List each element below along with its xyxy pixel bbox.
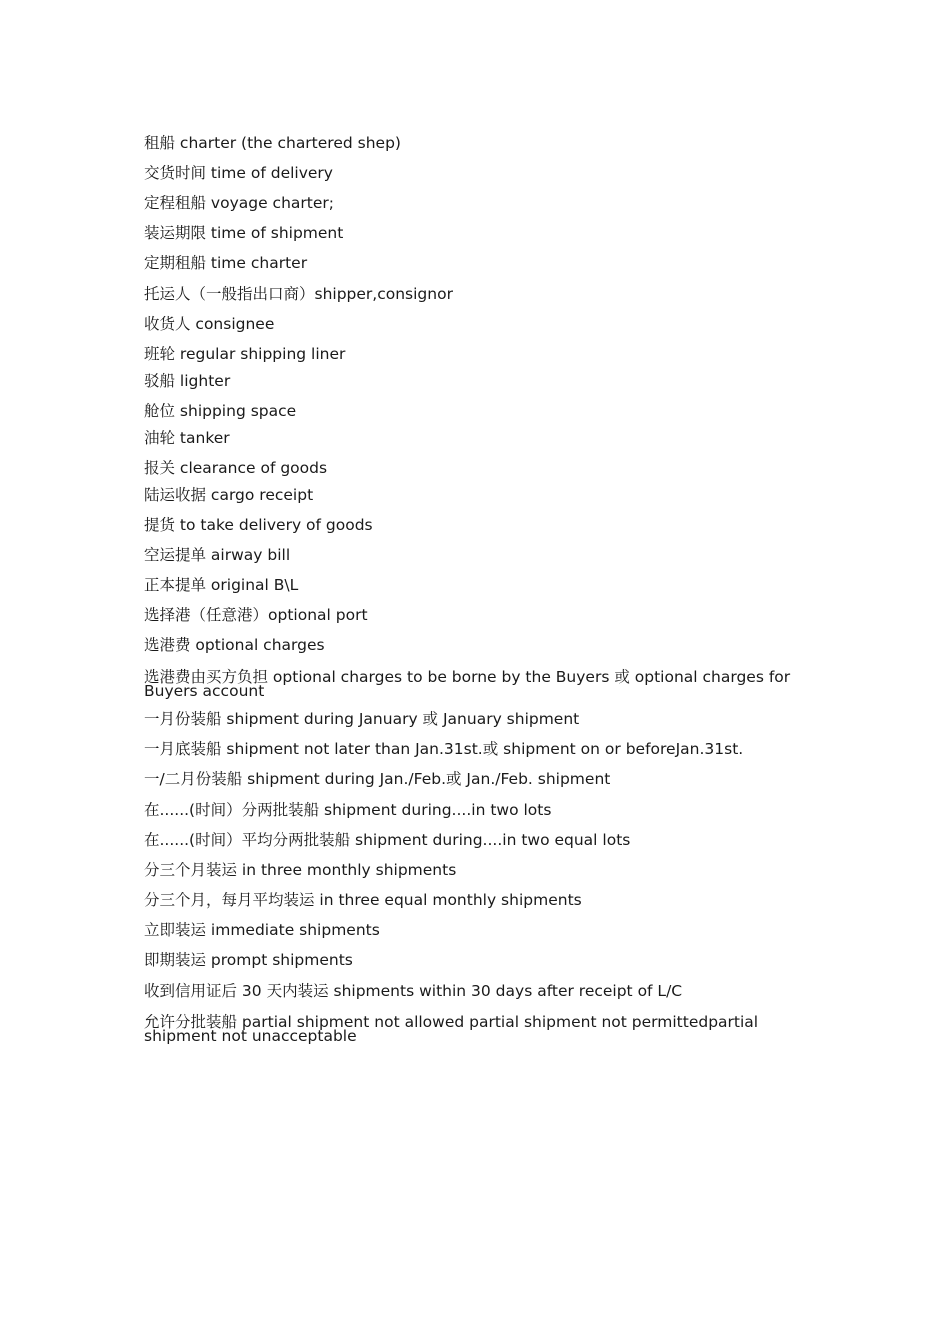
glossary-line: 提货 to take delivery of goods xyxy=(144,516,373,534)
glossary-line: 陆运收据 cargo receipt xyxy=(144,486,314,504)
glossary-line: 定程租船 voyage charter; xyxy=(144,194,334,212)
glossary-line: 正本提单 original B\L xyxy=(144,576,299,594)
glossary-line: 托运人（一般指出口商）shipper,consignor xyxy=(144,285,453,303)
glossary-line: 收货人 consignee xyxy=(144,315,275,333)
glossary-line: 允许分批装船 partial shipment not allowed partial shipment not permittedpartial shipment not unacceptable xyxy=(144,1013,759,1045)
glossary-line: 分三个月装运 in three monthly shipments xyxy=(144,861,457,879)
glossary-line: 报关 clearance of goods xyxy=(144,459,328,477)
glossary-line: 一月份装船 shipment during January 或 January shipment xyxy=(144,710,580,728)
glossary-line: 即期装运 prompt shipments xyxy=(144,951,353,969)
glossary-line: 选港费 optional charges xyxy=(144,636,325,654)
glossary-line: 交货时间 time of delivery xyxy=(144,164,333,182)
glossary-line: 油轮 tanker xyxy=(144,429,230,447)
glossary-line: 一/二月份装船 shipment during Jan./Feb.或 Jan./Feb. shipment xyxy=(144,770,611,788)
glossary-line: 班轮 regular shipping liner xyxy=(144,345,346,363)
glossary-line: 选港费由买方负担 optional charges to be borne by the Buyers 或 optional charges for Buyers account xyxy=(144,668,791,700)
glossary-line: 舱位 shipping space xyxy=(144,402,297,420)
glossary-line: 驳船 lighter xyxy=(144,372,231,390)
glossary-line: 空运提单 airway bill xyxy=(144,546,291,564)
glossary-line: 租船 charter (the chartered shep) xyxy=(144,134,401,152)
glossary-line: 在......(时间）分两批装船 shipment during....in two lots xyxy=(144,801,552,819)
glossary-line: 选择港（任意港）optional port xyxy=(144,606,368,624)
glossary-line: 在......(时间）平均分两批装船 shipment during....in two equal lots xyxy=(144,831,631,849)
glossary-line: 分三个月，每月平均装运 in three equal monthly shipments xyxy=(144,891,582,909)
glossary-line: 立即装运 immediate shipments xyxy=(144,921,380,939)
glossary-line: 一月底装船 shipment not later than Jan.31st.或 shipment on or beforeJan.31st. xyxy=(144,740,744,758)
glossary-line: 定期租船 time charter xyxy=(144,254,308,272)
glossary-line: 收到信用证后 30 天内装运 shipments within 30 days after receipt of L/C xyxy=(144,982,683,1000)
glossary-line: 装运期限 time of shipment xyxy=(144,224,344,242)
